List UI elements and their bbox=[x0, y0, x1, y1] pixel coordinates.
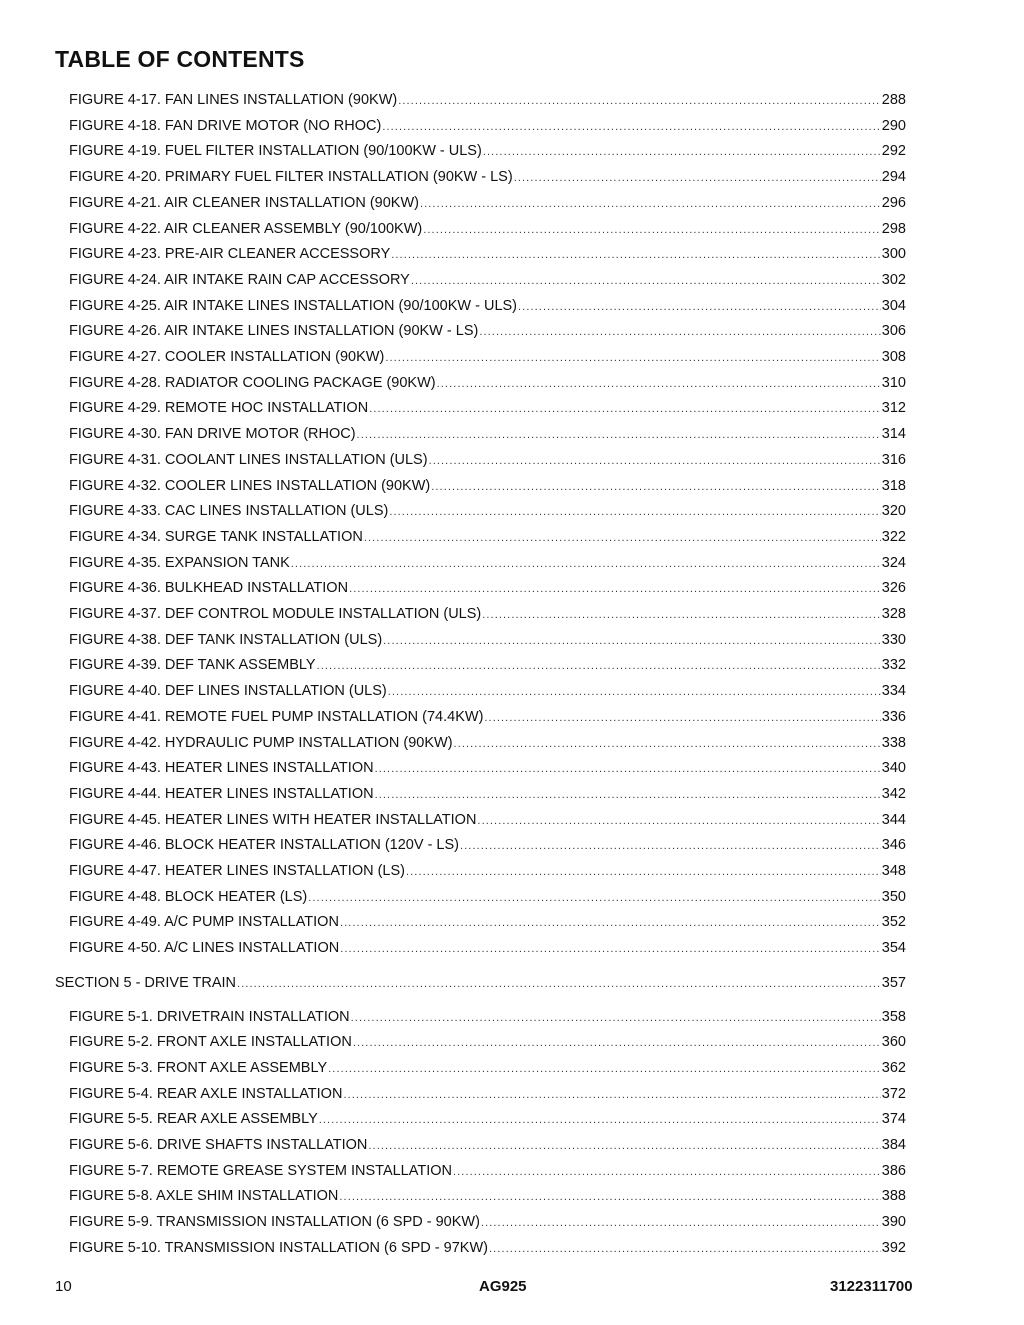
toc-entry-label: FIGURE 5-8. AXLE SHIM INSTALLATION bbox=[69, 1188, 339, 1205]
toc-entry-label: FIGURE 4-42. HYDRAULIC PUMP INSTALLATION (90KW) bbox=[69, 734, 453, 751]
toc-entry[interactable] bbox=[69, 1162, 906, 1180]
toc-entry[interactable] bbox=[69, 451, 906, 469]
toc-entry[interactable] bbox=[69, 168, 906, 186]
toc-entry-label: FIGURE 4-32. COOLER LINES INSTALLATION (90KW) bbox=[69, 477, 431, 494]
toc-entry-label: FIGURE 4-27. COOLER INSTALLATION (90KW) bbox=[69, 349, 385, 365]
toc-entry-page: 372 bbox=[881, 1085, 906, 1102]
toc-entry[interactable] bbox=[69, 734, 906, 752]
toc-entry-label: FIGURE 4-21. AIR CLEANER INSTALLATION (90KW) bbox=[69, 194, 419, 211]
toc-entry[interactable] bbox=[69, 708, 906, 726]
toc-entry-page: 316 bbox=[881, 451, 906, 468]
toc-entry[interactable] bbox=[69, 1213, 906, 1231]
toc-section-entry[interactable] bbox=[55, 974, 906, 992]
dot-leader bbox=[477, 812, 880, 830]
dot-leader bbox=[385, 349, 880, 367]
toc-entry-page: 350 bbox=[881, 888, 906, 905]
toc-entry-label: FIGURE 5-7. REMOTE GREASE SYSTEM INSTALLATION bbox=[69, 1162, 452, 1179]
dot-leader bbox=[353, 1034, 881, 1052]
toc-entry-label: FIGURE 4-43. HEATER LINES INSTALLATION bbox=[69, 760, 374, 777]
toc-entry-label: FIGURE 5-3. FRONT AXLE ASSEMBLY bbox=[69, 1059, 328, 1076]
footer-doc-number: 3122311700 bbox=[830, 1278, 913, 1295]
toc-entry-label: FIGURE 4-49. A/C PUMP INSTALLATION bbox=[69, 914, 339, 931]
toc-entry-page: 360 bbox=[881, 1034, 906, 1051]
toc-entry-page: 346 bbox=[881, 837, 906, 854]
toc-entry-page: 326 bbox=[881, 580, 906, 597]
toc-entry-page: 302 bbox=[881, 271, 906, 288]
toc-entry-label: FIGURE 4-37. DEF CONTROL MODULE INSTALLATION (ULS) bbox=[69, 606, 482, 622]
toc-entry-page: 308 bbox=[881, 349, 906, 365]
toc-entry[interactable] bbox=[69, 142, 906, 160]
footer-model: AG925 bbox=[479, 1278, 527, 1295]
toc-entry-label: FIGURE 4-20. PRIMARY FUEL FILTER INSTALLATION (90KW - LS) bbox=[69, 169, 513, 186]
toc-entry[interactable] bbox=[69, 554, 906, 572]
toc-entry-label: FIGURE 4-50. A/C LINES INSTALLATION bbox=[69, 940, 340, 957]
toc-entry-page: 348 bbox=[881, 863, 906, 879]
toc-entry-page: 332 bbox=[881, 657, 906, 674]
dot-leader bbox=[308, 889, 881, 907]
toc-entry-label: FIGURE 4-36. BULKHEAD INSTALLATION bbox=[69, 580, 349, 597]
dot-leader bbox=[454, 735, 881, 753]
toc-entry[interactable] bbox=[69, 502, 906, 520]
dot-leader bbox=[437, 375, 881, 393]
dot-leader bbox=[406, 863, 881, 881]
toc-entry[interactable] bbox=[69, 1008, 906, 1026]
dot-leader bbox=[489, 1240, 881, 1258]
toc-entry-label: FIGURE 4-29. REMOTE HOC INSTALLATION bbox=[69, 400, 369, 417]
toc-entry-page: 324 bbox=[881, 554, 906, 571]
toc-entry[interactable] bbox=[69, 322, 906, 340]
toc-entry[interactable] bbox=[69, 194, 906, 212]
dot-leader bbox=[483, 143, 881, 161]
toc-entry-page: 318 bbox=[881, 477, 906, 494]
toc-entry-page: 320 bbox=[881, 503, 906, 520]
toc-entry-label: FIGURE 5-6. DRIVE SHAFTS INSTALLATION bbox=[69, 1137, 368, 1153]
toc-entry-page: 310 bbox=[881, 374, 906, 391]
toc-entry-label: FIGURE 4-35. EXPANSION TANK bbox=[69, 554, 290, 571]
toc-entry[interactable] bbox=[69, 888, 906, 906]
toc-entry-label: FIGURE 5-5. REAR AXLE ASSEMBLY bbox=[69, 1111, 318, 1128]
toc-entry-page: 288 bbox=[881, 92, 906, 108]
dot-leader bbox=[423, 221, 881, 239]
dot-leader bbox=[237, 975, 881, 993]
toc-entry-page: 354 bbox=[881, 940, 906, 957]
dot-leader bbox=[514, 169, 881, 187]
toc-entry-page: 330 bbox=[881, 631, 906, 648]
toc-entry-label: FIGURE 4-41. REMOTE FUEL PUMP INSTALLATION (74.4KW) bbox=[69, 708, 484, 725]
toc-entry-page: 304 bbox=[881, 297, 906, 314]
toc-entry[interactable] bbox=[69, 1110, 906, 1128]
dot-leader bbox=[340, 940, 881, 958]
toc-entry-label: FIGURE 5-4. REAR AXLE INSTALLATION bbox=[69, 1085, 343, 1102]
toc-entry[interactable] bbox=[69, 682, 906, 700]
toc-entry-label: FIGURE 4-45. HEATER LINES WITH HEATER INSTALLATION bbox=[69, 811, 477, 828]
toc-entry[interactable] bbox=[69, 348, 906, 366]
dot-leader bbox=[343, 1086, 880, 1104]
toc-entry-label: FIGURE 4-25. AIR INTAKE LINES INSTALLATION (90/100KW - ULS) bbox=[69, 297, 518, 314]
toc-entry[interactable] bbox=[69, 811, 906, 829]
toc-entry-page: 340 bbox=[881, 760, 906, 777]
toc-entry-label: FIGURE 4-44. HEATER LINES INSTALLATION bbox=[69, 785, 374, 802]
dot-leader bbox=[484, 709, 880, 727]
toc-entry-page: 290 bbox=[881, 117, 906, 134]
dot-leader bbox=[291, 555, 881, 573]
toc-entry-label: FIGURE 5-10. TRANSMISSION INSTALLATION (6 SPD - 97KW) bbox=[69, 1239, 488, 1256]
toc-entry-label: FIGURE 5-2. FRONT AXLE INSTALLATION bbox=[69, 1034, 352, 1051]
dot-leader bbox=[375, 786, 881, 804]
dot-leader bbox=[479, 323, 880, 341]
toc-entry-page: 334 bbox=[881, 683, 906, 700]
toc-entry[interactable] bbox=[69, 528, 906, 546]
toc-entry[interactable] bbox=[69, 297, 906, 315]
toc-entry-page: 344 bbox=[881, 811, 906, 828]
dot-leader bbox=[391, 246, 881, 264]
dot-leader bbox=[383, 632, 881, 650]
dot-leader bbox=[382, 118, 880, 136]
toc-entry[interactable] bbox=[69, 862, 906, 880]
toc-entry-page: 294 bbox=[881, 169, 906, 186]
dot-leader bbox=[364, 529, 881, 547]
dot-leader bbox=[411, 272, 881, 290]
toc-entry[interactable] bbox=[69, 759, 906, 777]
toc-entry-page: 392 bbox=[881, 1239, 906, 1256]
toc-entry-page: 314 bbox=[881, 426, 906, 443]
toc-entry-page: 352 bbox=[881, 914, 906, 931]
toc-entry-page: 358 bbox=[881, 1008, 906, 1025]
dot-leader bbox=[351, 1009, 881, 1027]
toc-entry[interactable] bbox=[69, 913, 906, 931]
toc-entry-label: FIGURE 4-24. AIR INTAKE RAIN CAP ACCESSORY bbox=[69, 271, 410, 288]
toc-entry-label: FIGURE 4-28. RADIATOR COOLING PACKAGE (90KW) bbox=[69, 374, 436, 391]
dot-leader bbox=[420, 195, 881, 213]
dot-leader bbox=[453, 1163, 881, 1181]
toc-entry[interactable] bbox=[69, 117, 906, 135]
toc-entry-page: 298 bbox=[881, 220, 906, 237]
toc-entry[interactable] bbox=[69, 1085, 906, 1103]
toc-entry-label: FIGURE 4-31. COOLANT LINES INSTALLATION (ULS) bbox=[69, 451, 428, 468]
toc-entry[interactable] bbox=[69, 271, 906, 289]
toc-entry-label: FIGURE 4-47. HEATER LINES INSTALLATION (LS) bbox=[69, 863, 405, 879]
toc-entry[interactable] bbox=[69, 605, 906, 623]
toc-entry-page: 388 bbox=[881, 1188, 906, 1205]
toc-entry[interactable] bbox=[69, 425, 906, 443]
toc-entry[interactable] bbox=[69, 245, 906, 263]
dot-leader bbox=[518, 298, 881, 316]
toc-entry-label: FIGURE 5-9. TRANSMISSION INSTALLATION (6 SPD - 90KW) bbox=[69, 1214, 480, 1231]
dot-leader bbox=[431, 478, 881, 496]
toc-entry[interactable] bbox=[69, 374, 906, 392]
toc-entry[interactable] bbox=[69, 91, 906, 109]
toc-entry-label: FIGURE 4-40. DEF LINES INSTALLATION (ULS) bbox=[69, 683, 387, 700]
toc-entry-label: FIGURE 4-48. BLOCK HEATER (LS) bbox=[69, 888, 308, 905]
toc-entry-label: FIGURE 4-34. SURGE TANK INSTALLATION bbox=[69, 528, 363, 545]
toc-entry[interactable] bbox=[69, 399, 906, 417]
dot-leader bbox=[389, 503, 880, 521]
toc-entry-label: FIGURE 4-22. AIR CLEANER ASSEMBLY (90/100KW) bbox=[69, 220, 423, 237]
toc-entry[interactable] bbox=[69, 1136, 906, 1154]
toc-entry[interactable] bbox=[69, 1033, 906, 1051]
toc-entry[interactable] bbox=[69, 836, 906, 854]
toc-entry-page: 390 bbox=[881, 1214, 906, 1231]
dot-leader bbox=[398, 92, 881, 110]
footer-page-number: 10 bbox=[55, 1278, 72, 1295]
toc-entry[interactable] bbox=[69, 220, 906, 238]
dot-leader bbox=[317, 657, 881, 675]
toc-entry[interactable] bbox=[69, 1187, 906, 1205]
toc-entry-page: 342 bbox=[881, 785, 906, 802]
dot-leader bbox=[340, 914, 881, 932]
toc-entry-label: FIGURE 4-17. FAN LINES INSTALLATION (90KW) bbox=[69, 92, 398, 108]
dot-leader bbox=[339, 1188, 880, 1206]
toc-entry-label: FIGURE 4-39. DEF TANK ASSEMBLY bbox=[69, 657, 316, 674]
toc-entry[interactable] bbox=[69, 656, 906, 674]
page-title: TABLE OF CONTENTS bbox=[55, 46, 305, 72]
dot-leader bbox=[482, 606, 881, 624]
toc-entry-page: 328 bbox=[881, 606, 906, 622]
toc-entry-page: 300 bbox=[881, 246, 906, 263]
toc-entry-page: 312 bbox=[881, 400, 906, 417]
dot-leader bbox=[319, 1111, 881, 1129]
dot-leader bbox=[328, 1060, 881, 1078]
toc-entry-page: 374 bbox=[881, 1111, 906, 1128]
toc-entry-label: FIGURE 4-33. CAC LINES INSTALLATION (ULS) bbox=[69, 503, 389, 520]
toc-entry-label: FIGURE 4-46. BLOCK HEATER INSTALLATION (120V - LS) bbox=[69, 837, 459, 854]
dot-leader bbox=[460, 837, 881, 855]
toc-entry-label: FIGURE 4-18. FAN DRIVE MOTOR (NO RHOC) bbox=[69, 117, 382, 134]
toc-entry-label: FIGURE 4-19. FUEL FILTER INSTALLATION (90/100KW - ULS) bbox=[69, 143, 482, 160]
toc-entry-label: FIGURE 4-38. DEF TANK INSTALLATION (ULS) bbox=[69, 631, 383, 648]
toc-entry-page: 386 bbox=[881, 1162, 906, 1179]
toc-entry[interactable] bbox=[69, 1059, 906, 1077]
toc-entry-page: 322 bbox=[881, 528, 906, 545]
toc-entry-page: 296 bbox=[881, 194, 906, 211]
dot-leader bbox=[429, 452, 881, 470]
toc-entry[interactable] bbox=[69, 477, 906, 495]
dot-leader bbox=[388, 683, 881, 701]
toc-entry-page: 336 bbox=[881, 708, 906, 725]
dot-leader bbox=[375, 760, 881, 778]
toc-entry[interactable] bbox=[69, 939, 906, 957]
toc-entry-page: 362 bbox=[881, 1059, 906, 1076]
toc-entry[interactable] bbox=[69, 1239, 906, 1257]
dot-leader bbox=[368, 1137, 880, 1155]
toc-entry-page: 306 bbox=[881, 323, 906, 340]
toc-entry-label: FIGURE 4-23. PRE-AIR CLEANER ACCESSORY bbox=[69, 246, 391, 263]
toc-entry-label: FIGURE 4-30. FAN DRIVE MOTOR (RHOC) bbox=[69, 426, 356, 443]
toc-entry-label: FIGURE 5-1. DRIVETRAIN INSTALLATION bbox=[69, 1008, 350, 1025]
toc-entry-page: 357 bbox=[881, 974, 906, 991]
dot-leader bbox=[349, 580, 881, 598]
toc-entry-label: SECTION 5 - DRIVE TRAIN bbox=[55, 974, 237, 991]
toc-entry-page: 292 bbox=[881, 143, 906, 160]
toc-entry[interactable] bbox=[69, 785, 906, 803]
toc-entry-page: 338 bbox=[881, 734, 906, 751]
dot-leader bbox=[357, 426, 881, 444]
toc-entry-page: 384 bbox=[881, 1137, 906, 1153]
dot-leader bbox=[369, 400, 881, 418]
toc-entry-label: FIGURE 4-26. AIR INTAKE LINES INSTALLATION (90KW - LS) bbox=[69, 323, 479, 340]
toc-entry[interactable] bbox=[69, 579, 906, 597]
toc-entry[interactable] bbox=[69, 631, 906, 649]
dot-leader bbox=[481, 1214, 881, 1232]
